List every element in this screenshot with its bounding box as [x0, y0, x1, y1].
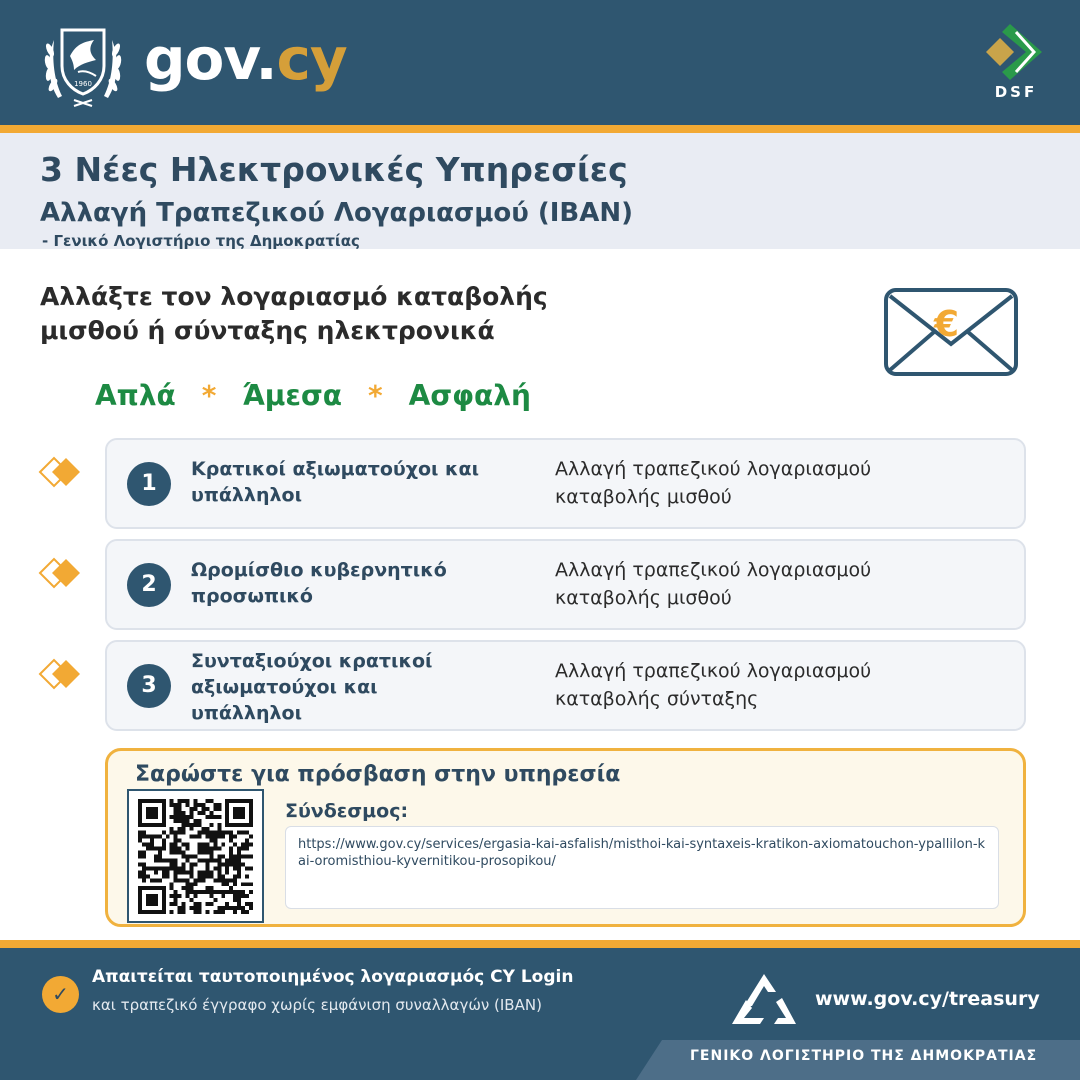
brand-gov-text: gov. [144, 25, 277, 93]
tagline-simple: Απλά [95, 379, 176, 412]
department-subtitle: - Γενικό Λογιστήριο της Δημοκρατίας [42, 232, 360, 250]
treasury-logo-icon [728, 970, 800, 1030]
step-description-line-2: καταβολής μισθού [555, 486, 732, 508]
qr-code[interactable] [127, 789, 264, 923]
step-title: Ωρομίσθιο κυβερνητικό προσωπικό [191, 559, 447, 607]
step-description-line-2: καταβολής μισθού [555, 587, 732, 609]
header-accent-stripe [0, 125, 1080, 133]
service-url-field[interactable]: https://www.gov.cy/services/ergasia-kai-asfalish/misthoi-kai-syntaxeis-kratikon-axiomatouchon-ypallilon-kai-oromisthiou-kyvernitikou-prosopikou/ [285, 826, 999, 909]
diamond-bullet-icon [36, 654, 86, 694]
diamond-bullet-icon [36, 553, 86, 593]
intro-text [40, 280, 640, 348]
step-title: Συνταξιούχοι κρατικοί αξιωματούχοι και υπάλληλοι [191, 650, 433, 724]
tagline-separator: * [201, 379, 217, 412]
step-card-1[interactable] [105, 438, 1026, 529]
diamond-bullet-icon [36, 452, 86, 492]
page-title: 3 Νέες Ηλεκτρονικές Υπηρεσίες [40, 150, 628, 189]
tagline-immediate: Άμεσα [242, 379, 342, 412]
tagline [95, 376, 531, 416]
step-card-3[interactable] [105, 640, 1026, 731]
document-requirement: και τραπεζικό έγγραφο χωρίς εμφάνιση συναλλαγών (IBAN) [92, 996, 542, 1014]
step-description-line-1: Αλλαγή τραπεζικού λογαριασμού [555, 559, 872, 581]
step-number-badge: 2 [127, 563, 171, 607]
step-number-badge: 1 [127, 462, 171, 506]
intro-line-2: μισθού ή σύνταξης ηλεκτρονικά [40, 316, 495, 345]
dsf-label: DSF [994, 83, 1038, 101]
tagline-secure: Ασφαλή [408, 379, 531, 412]
step-description-line-2: καταβολής σύνταξης [555, 688, 759, 710]
step-description [555, 556, 995, 612]
cyprus-coat-of-arms-icon [40, 20, 126, 108]
qr-section-title: Σαρώστε για πρόσβαση στην υπηρεσία [135, 762, 621, 787]
link-label: Σύνδεσμος: [285, 800, 409, 822]
treasury-website-link[interactable]: www.gov.cy/treasury [815, 988, 1040, 1010]
euro-symbol: € [934, 304, 960, 345]
login-requirement: Απαιτείται ταυτοποιημένος λογαριασμός CY Login [92, 967, 574, 987]
step-number-badge: 3 [127, 664, 171, 708]
intro-line-1: Αλλάξτε τον λογαριασμό καταβολής [40, 282, 548, 311]
page-subtitle: Αλλαγή Τραπεζικού Λογαριασμού (IBAN) [40, 198, 633, 228]
check-icon: ✓ [42, 976, 79, 1013]
step-description-line-1: Αλλαγή τραπεζικού λογαριασμού [555, 660, 872, 682]
qr-code-icon [138, 799, 253, 914]
brand-cy-text: cy [276, 25, 347, 93]
step-description [555, 455, 995, 511]
step-title: Κρατικοί αξιωματούχοι και υπάλληλοι [191, 458, 479, 506]
tagline-separator: * [368, 379, 383, 412]
footer-accent-stripe [0, 940, 1080, 948]
department-name: ΓΕΝΙΚΟ ΛΟΓΙΣΤΗΡΙΟ ΤΗΣ ΔΗΜΟΚΡΑΤΙΑΣ [690, 1048, 1038, 1064]
step-description-line-1: Αλλαγή τραπεζικού λογαριασμού [555, 458, 872, 480]
step-description [555, 657, 995, 713]
govcy-logo[interactable] [144, 24, 347, 94]
crest-year: 1960 [74, 80, 92, 88]
envelope-euro-icon [882, 286, 1020, 378]
step-card-2[interactable] [105, 539, 1026, 630]
